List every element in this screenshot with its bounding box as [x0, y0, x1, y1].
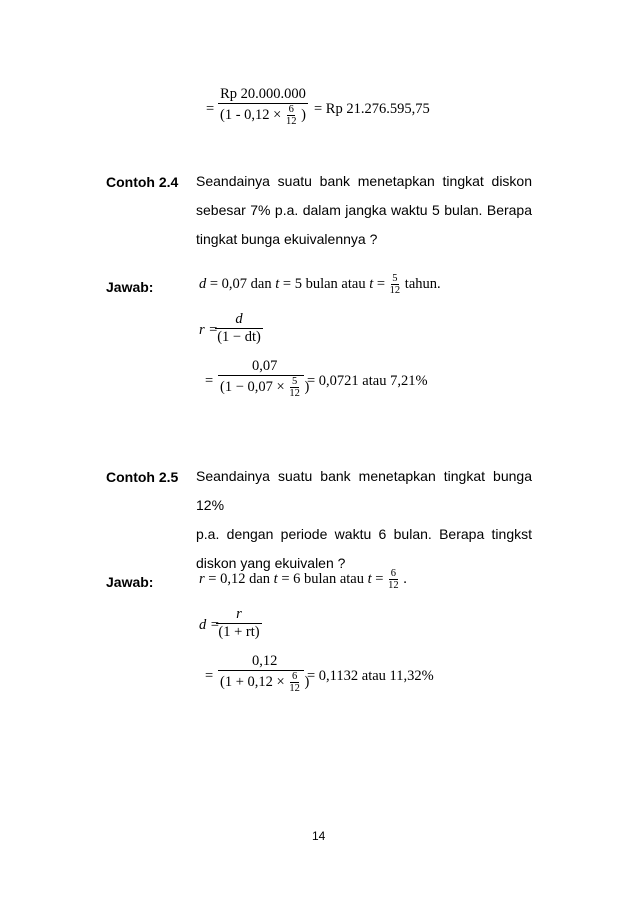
given-values — [199, 568, 407, 591]
equals-sign: = — [205, 668, 214, 684]
var-r: r — [199, 570, 205, 587]
den-right: ) — [304, 673, 310, 690]
var-t: t — [367, 570, 372, 587]
given-text: = 0,12 dan — [204, 570, 274, 587]
equals-sign: = — [205, 373, 214, 389]
small-den: 12 — [289, 388, 300, 399]
calc-result: = 0,1132 atau 11,32% — [307, 668, 434, 684]
small-den: 12 — [388, 580, 399, 591]
text-line: Seandainya suatu bank menetapkan tingkat bunga 12% — [196, 468, 532, 513]
calc-fraction — [218, 653, 311, 694]
example-text — [196, 167, 532, 254]
var-t: t — [369, 275, 374, 292]
example-text — [196, 462, 532, 578]
fraction-denominator — [218, 104, 308, 127]
small-fraction — [388, 568, 399, 591]
small-fraction — [289, 671, 300, 694]
text-line: Seandainya suatu bank menetapkan tingkat diskon — [196, 173, 532, 189]
small-fraction — [286, 104, 297, 127]
small-num: 5 — [291, 376, 298, 387]
calc-numerator: 0,07 — [251, 358, 278, 374]
equation-result: = Rp 21.276.595,75 — [314, 101, 430, 117]
given-text: = 5 bulan atau — [279, 275, 370, 292]
den-left: (1 - 0,12 — [220, 106, 270, 123]
text-line: tingkat bunga ekuivalennya ? — [196, 231, 378, 247]
lhs-text: r = — [199, 322, 219, 338]
given-tail: tahun. — [401, 275, 441, 292]
small-num: 6 — [390, 568, 396, 579]
num-text: r — [236, 606, 242, 622]
example-label: Contoh 2.4 — [106, 174, 179, 190]
den-right: ) — [304, 378, 310, 395]
var-t: t — [273, 570, 278, 587]
var-d: d — [199, 275, 207, 292]
answer-label: Jawab: — [106, 279, 154, 295]
lhs-text: d = — [199, 617, 220, 633]
small-fraction — [289, 376, 300, 399]
num-text: d — [235, 311, 243, 327]
formula-numerator — [216, 606, 262, 623]
given-tail: . — [399, 570, 407, 587]
formula-fraction — [215, 311, 263, 346]
den-left: (1 − 0,07 × — [220, 378, 285, 395]
formula-numerator — [215, 311, 263, 328]
calc-numerator: 0,12 — [251, 653, 278, 669]
given-text: = 6 bulan atau — [277, 570, 368, 587]
small-den: 12 — [389, 285, 401, 296]
page-number: 14 — [312, 829, 326, 843]
small-den: 12 — [285, 116, 297, 127]
equals-sign: = — [206, 101, 215, 117]
text-line: p.a. dengan periode waktu 6 bulan. Berapa tingkst — [196, 526, 532, 542]
small-fraction — [390, 273, 401, 296]
small-num: 6 — [291, 671, 298, 682]
text-line: sebesar 7% p.a. dalam jangka waktu 5 bulan. Berapa — [196, 202, 532, 218]
fraction-numerator: Rp 20.000.000 — [220, 86, 306, 102]
formula-fraction — [216, 606, 262, 641]
den-left: (1 + 0,12 × — [220, 673, 285, 690]
answer-label: Jawab: — [106, 574, 154, 590]
small-den: 12 — [289, 683, 300, 694]
var-t: t — [275, 275, 280, 292]
formula-denominator: (1 − dt) — [217, 329, 261, 345]
small-num: 6 — [288, 104, 294, 115]
calc-fraction — [218, 358, 311, 399]
given-text: = 0,07 dan — [206, 275, 276, 292]
equals-sign: = — [371, 570, 388, 587]
den-right: ) — [301, 106, 306, 123]
small-num: 5 — [392, 273, 398, 284]
text-line: diskon yang ekuivalen ? — [196, 555, 346, 571]
example-label: Contoh 2.5 — [106, 469, 179, 485]
calc-denominator — [218, 671, 311, 694]
calc-result: = 0,0721 atau 7,21% — [307, 373, 428, 389]
given-values — [199, 273, 441, 296]
formula-denominator: (1 + rt) — [218, 624, 260, 640]
times-sign: × — [273, 106, 282, 123]
equals-sign: = — [373, 275, 389, 292]
calc-denominator — [218, 376, 311, 399]
fraction-main — [218, 86, 308, 127]
